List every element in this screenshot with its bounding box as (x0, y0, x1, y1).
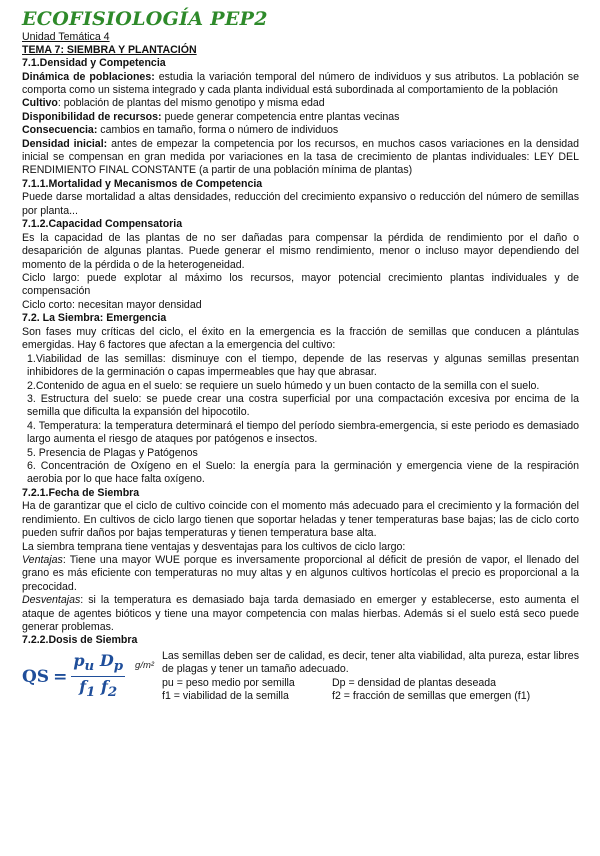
document-title: ECOFISIOLOGÍA PEP2 (22, 8, 268, 30)
paragraph-consecuencia (22, 124, 579, 137)
formula-lhs: QS (22, 666, 50, 687)
paragraph-ciclo-largo: Ciclo largo: puede explotar al máximo los recursos, mayor potencial crecimiento plantas individuales y de compensación (22, 272, 579, 298)
section-heading-7-1: 7.1.Densidad y Competencia (22, 57, 166, 69)
list-item: 2.Contenido de agua en el suelo: se requiere un suelo húmedo y un buen contacto de la semilla con el suelo. (27, 379, 540, 392)
paragraph-fecha: Ha de garantizar que el ciclo de cultivo coincide con el momento más adecuado para el crecimiento y la formación del rendimiento. En cultivos de ciclo largo tienen que soportar heladas y tener temperaturas base bajas; las de ciclo corto pueden sufrir daños por bajas temperaturas y tienen temperatura base alta. (22, 500, 579, 540)
section-heading-7-1-1: 7.1.1.Mortalidad y Mecanismos de Competencia (22, 177, 263, 190)
text-ventajas: : Tiene una mayor WUE porque es inversamente proporcional al déficit de presión de vapor, el llenado del grano es más eficiente con temperaturas no muy altas y en algunos cultivos hortícolas el precio es proporcional a la precocidad. (22, 553, 579, 593)
list-item: 1.Viabilidad de las semillas: disminuye con el tiempo, depende de las reservas y algunas semillas presentan inhibidores de la germinación o capas impermeables que hay que abrasar. (27, 352, 579, 379)
formula-sub-2: 2 (107, 684, 118, 701)
formula-var-f1: f (79, 677, 87, 697)
term-disponibilidad: Disponibilidad de recursos: (22, 110, 162, 123)
def-pu: pu = peso medio por semilla (162, 676, 295, 689)
text-consecuencia: cambios en tamaño, forma o número de individuos (97, 124, 339, 137)
def-f2: f2 = fracción de semillas que emergen (f1) (332, 690, 531, 703)
paragraph-ventajas (22, 554, 579, 594)
formula-sub-u: u (84, 658, 95, 675)
text-disponibilidad: puede generar competencia entre plantas vecinas (161, 110, 400, 123)
formula-fraction (71, 651, 125, 702)
paragraph-disponibilidad (22, 111, 579, 124)
paragraph-dosis: Las semillas deben ser de calidad, es decir, tener alta viabilidad, alta pureza, estar libres de plagas y tener un tamaño adecuado. (162, 650, 579, 676)
formula-denominator (79, 677, 117, 702)
formula-sub-1: 1 (86, 684, 96, 701)
variable-definitions (162, 677, 579, 704)
paragraph-desventajas (22, 594, 579, 634)
dosis-text (162, 650, 579, 704)
formula-equals: = (53, 666, 68, 687)
paragraph-cultivo (22, 97, 579, 110)
text-cultivo: : población de plantas del mismo genotipo y misma edad (57, 97, 325, 110)
unit-label: Unidad Temática 4 (22, 31, 110, 43)
text-desventajas: : si la temperatura es demasiado baja tarda demasiado en emerger y establecerse, esto aumenta el ataque de agentes bióticos y tiene una mayor competencia con malas hierbas. Además si el suelo está seco puede generar problemas. (22, 594, 579, 633)
text-densidad: antes de empezar la competencia por los recursos, en muchos casos variaciones en la densidad inicial se compensan en gran medida por variaciones en la tasa de crecimiento de plantas individuales: LEY DEL RENDIMIENTO FINAL CONSTANTE (a partir de una población mínima de plantas) (22, 137, 579, 177)
paragraph-emergencia-intro: Son fases muy críticas del ciclo, el éxito en la emergencia es la fracción de semillas que conducen a plántulas emergidas. Hay 6 factores que afectan a la emergencia del cultivo: (22, 325, 579, 352)
section-heading-7-2: 7.2. La Siembra: Emergencia (22, 312, 167, 325)
term-consecuencia: Consecuencia: (22, 124, 98, 137)
list-item: 5. Presencia de Plagas y Patógenos (27, 446, 198, 459)
paragraph-mortalidad: Puede darse mortalidad a altas densidades, reducción del crecimiento expansivo o reducción del número de semillas por planta... (22, 191, 579, 217)
paragraph-dinamica (22, 71, 579, 98)
formula-var-f2: f (100, 677, 108, 697)
formula-var-d: D (99, 651, 114, 671)
def-f1: f1 = viabilidad de la semilla (162, 690, 289, 703)
term-desventajas: Desventajas (22, 594, 81, 607)
section-heading-7-2-2: 7.2.2.Dosis de Siembra (22, 634, 138, 647)
paragraph-ciclo-corto: Ciclo corto: necesitan mayor densidad (22, 298, 202, 311)
formula-sub-p: p (113, 658, 124, 675)
paragraph-temprana: La siembra temprana tiene ventajas y desventajas para los cultivos de ciclo largo: (22, 540, 406, 553)
def-dp: Dp = densidad de plantas deseada (332, 676, 497, 689)
dosis-block (22, 650, 579, 704)
section-heading-7-1-2: 7.1.2.Capacidad Compensatoria (22, 218, 183, 231)
list-item: 4. Temperatura: la temperatura determinará el tiempo del período siembra-emergencia, si este periodo es demasiado largo aumenta el riesgo de ataques por patógenos e insectos. (27, 419, 579, 446)
topic-heading: TEMA 7: SIEMBRA Y PLANTACIÓN (22, 44, 197, 56)
formula-numerator (71, 651, 125, 677)
term-dinamica: Dinámica de poblaciones: (22, 70, 155, 83)
document-page (0, 8, 600, 856)
section-heading-7-2-1: 7.2.1.Fecha de Siembra (22, 486, 140, 499)
text-dinamica: estudia la variación temporal del número de individuos y sus atributos. La población se comporta como un sistema integrado y cada planta individual está subordinada al comportamiento de la población (22, 70, 579, 96)
list-item: 6. Concentración de Oxígeno en el Suelo: la energía para la germinación y emergencia viene de la respiración aerobia por lo que hace falta oxígeno. (27, 459, 579, 486)
term-ventajas: Ventajas (22, 553, 63, 566)
paragraph-densidad (22, 138, 579, 178)
term-densidad: Densidad inicial: (22, 137, 108, 150)
term-cultivo: Cultivo (22, 97, 58, 110)
factors-list (22, 353, 579, 487)
seed-rate-formula (22, 650, 162, 704)
list-item: 3. Estructura del suelo: se puede crear una costra superficial por una compactación excesiva por encima de la semilla que dificulta la expansión del hipocotilo. (27, 392, 579, 419)
formula-var-p: p (73, 651, 85, 671)
formula-unit: g/m² (135, 660, 155, 671)
paragraph-capacidad: Es la capacidad de las plantas de no ser dañadas para compensar la pérdida de rendimiento por el daño o desaparición de algunas plantas. Puede generar el mismo rendimiento, menor o incluso mayor dependiendo del momento de la pérdida o de la heterogeneidad. (22, 231, 579, 271)
